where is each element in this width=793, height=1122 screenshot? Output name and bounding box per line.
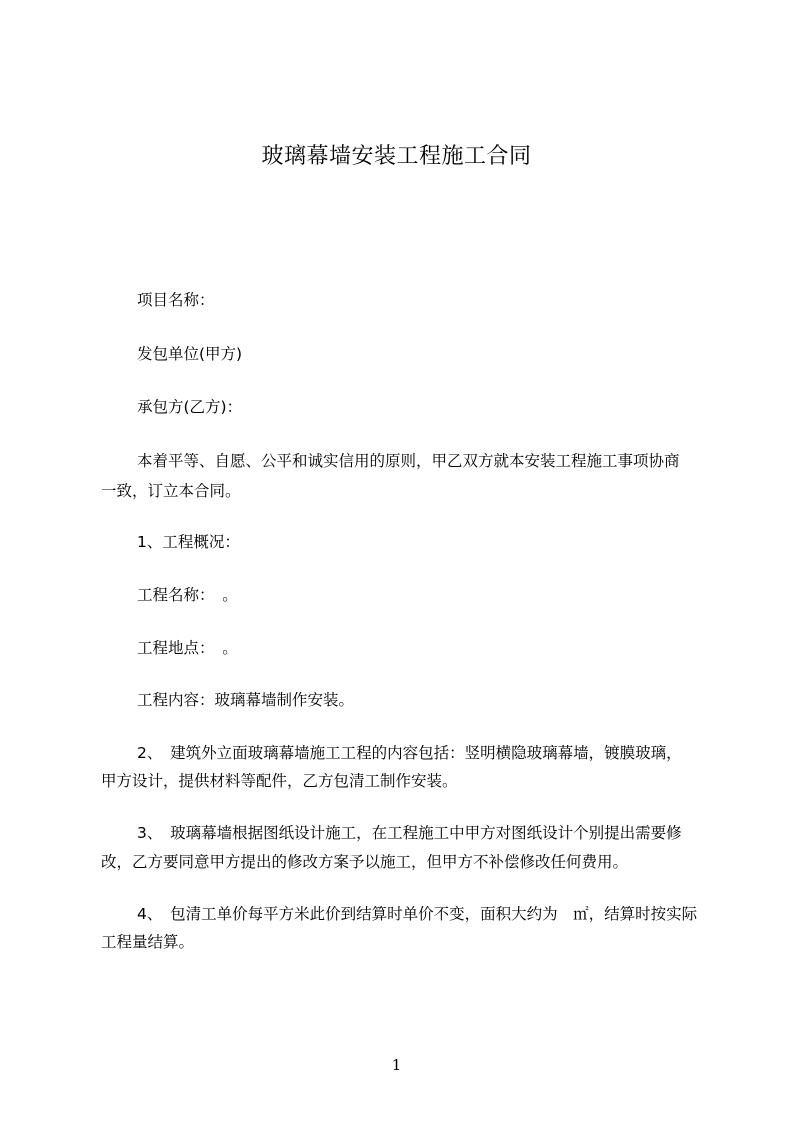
section-3-line-2: 改，乙方要同意甲方提出的修改方案予以施工，但甲方不补偿修改任何费用。 (101, 853, 629, 871)
document-title: 玻璃幕墙安装工程施工合同 (261, 144, 532, 169)
preamble-line-2: 一致，订立本合同。 (101, 482, 241, 500)
page-number: 1 (391, 1056, 402, 1074)
section-3-line-1: 3、 玻璃幕墙根据图纸设计施工，在工程施工中甲方对图纸设计个别提出需要修 (137, 824, 682, 842)
section-4-line-2: 工程量结算。 (101, 933, 195, 951)
preamble-line-1: 本着平等、自愿、公平和诚实信用的原则，甲乙双方就本安装工程施工事项协商 (137, 452, 680, 470)
party-b-label: 承包方(乙方)： (137, 398, 243, 416)
section-4-line-1: 4、 包清工单价每平方米此价到结算时单价不变，面积大约为 ㎡，结算时按实际 (137, 905, 698, 923)
section-2-line-1: 2、 建筑外立面玻璃幕墙施工工程的内容包括：竖明横隐玻璃幕墙，镀膜玻璃， (137, 744, 682, 762)
party-a-label: 发包单位(甲方) (137, 345, 243, 363)
project-content-field: 工程内容：玻璃幕墙制作安装。 (137, 691, 355, 709)
section-1-heading: 1、工程概况： (137, 533, 240, 551)
project-name-field: 工程名称： 。 (137, 586, 238, 604)
project-name-label: 项目名称： (137, 291, 215, 309)
project-location-field: 工程地点： 。 (137, 639, 238, 657)
section-2-line-2: 甲方设计，提供材料等配件，乙方包清工制作安装。 (101, 772, 458, 790)
